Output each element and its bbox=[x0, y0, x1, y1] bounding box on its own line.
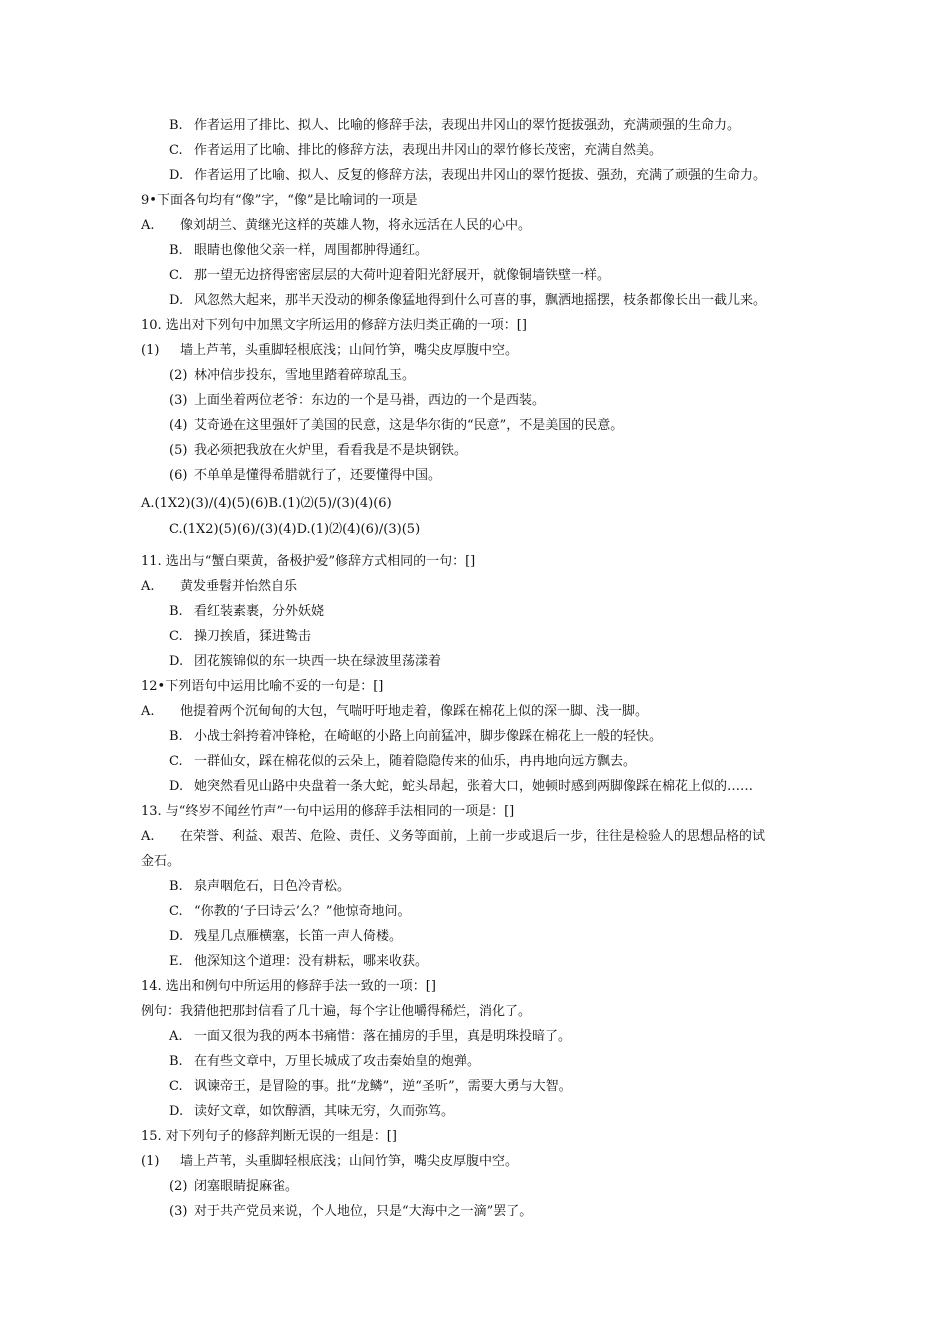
item-label: (3) bbox=[169, 1204, 188, 1219]
item-text: 艾奇逊在这里强奸了美国的民意，这是华尔街的“民意”，不是美国的民意。 bbox=[194, 418, 624, 433]
option-text: 看红装素裹，分外妖娆 bbox=[194, 604, 325, 619]
q10-item-6 bbox=[169, 468, 441, 484]
q14-option-d bbox=[169, 1104, 454, 1120]
q14-option-a bbox=[169, 1029, 571, 1045]
q9-option-b bbox=[169, 243, 428, 259]
q10-item-5 bbox=[169, 443, 467, 459]
q9-option-c bbox=[169, 268, 610, 284]
option-label: E. bbox=[169, 954, 183, 969]
option-text: 眼睛也像他父亲一样，周围都肿得通红。 bbox=[194, 243, 429, 258]
q13-stem: 13. 与“终岁不闻丝竹声”一句中运用的修辞手法相同的一项是：[] bbox=[141, 804, 515, 819]
q10-item-1 bbox=[141, 343, 518, 359]
option-text: 泉声咽危石，日色冷青松。 bbox=[194, 879, 351, 894]
option-text: 残星几点雁横塞，长笛一声人倚楼。 bbox=[194, 929, 403, 944]
q10-options-cd: C.(1X2)(5)(6)/(3)(4)D.(1)⑵(4)(6)/(3)(5) bbox=[169, 522, 421, 537]
item-text: 墙上芦苇，头重脚轻根底浅；山间竹笋，嘴尖皮厚腹中空。 bbox=[180, 343, 519, 358]
option-text: 一群仙女，踩在棉花似的云朵上，随着隐隐传来的仙乐，冉冉地向远方飘去。 bbox=[194, 754, 637, 769]
q13-option-a bbox=[141, 829, 765, 845]
option-text: 一面又很为我的两本书痛惜：落在捕房的手里，真是明珠投暗了。 bbox=[194, 1029, 572, 1044]
option-text: 操刀挨盾，猱进鸷击 bbox=[194, 629, 312, 644]
option-label: D. bbox=[169, 1104, 184, 1119]
q13-option-a-continued: 金石。 bbox=[141, 854, 181, 869]
q12-stem: 12•下列语句中运用比喻不妥的一句是：[] bbox=[141, 679, 384, 694]
q10-item-2 bbox=[169, 368, 415, 384]
item-text: 墙上芦苇，头重脚轻根底浅；山间竹笋，嘴尖皮厚腹中空。 bbox=[180, 1154, 519, 1169]
option-text: 那一望无边挤得密密层层的大荷叶迎着阳光舒展开，就像铜墙铁壁一样。 bbox=[194, 268, 611, 283]
option-text: 他提着两个沉甸甸的大包，气喘吁吁地走着，像踩在棉花上似的深一脚、浅一脚。 bbox=[180, 704, 649, 719]
q10-item-3 bbox=[169, 393, 545, 409]
q12-option-d bbox=[169, 779, 753, 795]
option-text: 在有些文章中，万里长城成了攻击秦始皇的炮弹。 bbox=[194, 1054, 481, 1069]
q14-option-c bbox=[169, 1079, 572, 1095]
option-text: 讽谏帝王，是冒险的事。批“龙鳞”，逆“圣听”，需要大勇与大智。 bbox=[194, 1079, 572, 1094]
q11-stem: 11. 选出与“蟹白栗黄，备极护爱”修辞方式相同的一句：[] bbox=[141, 554, 476, 569]
option-label: C. bbox=[169, 629, 183, 644]
q11-option-d bbox=[169, 654, 441, 670]
option-label: D. bbox=[169, 293, 184, 308]
option-label: D. bbox=[169, 929, 184, 944]
q8-option-d bbox=[169, 168, 766, 184]
option-label: B. bbox=[169, 1054, 183, 1069]
q8-option-b bbox=[169, 118, 740, 134]
item-label: (2) bbox=[169, 1179, 188, 1194]
item-label: (2) bbox=[169, 368, 188, 383]
option-text: 像刘胡兰、黄继光这样的英雄人物，将永远活在人民的心中。 bbox=[180, 218, 532, 233]
q15-item-1 bbox=[141, 1154, 518, 1170]
item-label: (4) bbox=[169, 418, 188, 433]
option-text: 作者运用了排比、拟人、比喻的修辞手法，表现出井冈山的翠竹挺拔强劲，充满顽强的生命力。 bbox=[194, 118, 741, 133]
q13-option-e bbox=[169, 954, 428, 970]
q13-option-b bbox=[169, 879, 350, 895]
option-label: A. bbox=[169, 1029, 183, 1044]
q14-example: 例句：我猜他把那封信看了几十遍，每个字让他嚼得稀烂，消化了。 bbox=[141, 1004, 532, 1019]
option-text: “你教的‘子曰诗云’么？”他惊奇地问。 bbox=[194, 904, 411, 919]
q11-option-c bbox=[169, 629, 311, 645]
option-label: A. bbox=[141, 579, 155, 594]
q12-option-c bbox=[169, 754, 636, 770]
option-label: B. bbox=[169, 879, 183, 894]
q8-option-c bbox=[169, 143, 662, 159]
option-label: B. bbox=[169, 729, 183, 744]
q10-options-ab: A.(1X2)(3)/(4)(5)(6)B.(1)⑵(5)/(3)(4)(6) bbox=[141, 496, 392, 511]
q9-option-a bbox=[141, 218, 531, 234]
option-label: D. bbox=[169, 168, 184, 183]
q10-item-4 bbox=[169, 418, 623, 434]
option-label: C. bbox=[169, 268, 183, 283]
item-text: 上面坐着两位老爷：东边的一个是马褂，西边的一个是西装。 bbox=[194, 393, 546, 408]
q12-option-b bbox=[169, 729, 662, 745]
item-text: 对于共产党员来说，个人地位，只是“大海中之一滴”罢了。 bbox=[194, 1204, 533, 1219]
option-text: 作者运用了比喻、拟人、反复的修辞方法，表现出井冈山的翠竹挺拔、强劲，充满了顽强的生命力。 bbox=[194, 168, 767, 183]
option-label: C. bbox=[169, 143, 183, 158]
option-label: B. bbox=[169, 604, 183, 619]
q15-item-2 bbox=[169, 1179, 298, 1195]
q11-option-a bbox=[141, 579, 297, 595]
q12-option-a bbox=[141, 704, 648, 720]
option-text: 风忽然大起来，那半天没动的柳条像猛地得到什么可喜的事，飘洒地摇摆，枝条都像长出一截儿来。 bbox=[194, 293, 767, 308]
q10-stem: 10. 选出对下列句中加黑文字所运用的修辞方法归类正确的一项：[] bbox=[141, 318, 527, 333]
option-text: 他深知这个道理：没有耕耘，哪来收获。 bbox=[194, 954, 429, 969]
q9-stem: 9•下面各句均有“像”字，“像”是比喻词的一项是 bbox=[141, 193, 418, 208]
option-text: 小战士斜挎着冲锋枪，在崎岖的小路上向前猛冲，脚步像踩在棉花上一般的轻快。 bbox=[194, 729, 663, 744]
option-text: 她突然看见山路中央盘着一条大蛇，蛇头昂起，张着大口，她顿时感到两脚像踩在棉花上似的…… bbox=[194, 779, 754, 794]
q9-option-d bbox=[169, 293, 766, 309]
item-label: (5) bbox=[169, 443, 188, 458]
item-label: (6) bbox=[169, 468, 188, 483]
item-label: (1) bbox=[141, 343, 160, 358]
q14-stem: 14. 选出和例句中所运用的修辞手法一致的一项：[] bbox=[141, 979, 436, 994]
option-label: C. bbox=[169, 904, 183, 919]
item-text: 我必须把我放在火炉里，看看我是不是块钢铁。 bbox=[194, 443, 468, 458]
item-text: 林冲信步投东，雪地里踏着碎琼乱玉。 bbox=[194, 368, 416, 383]
q15-stem: 15. 对下列句子的修辞判断无误的一组是：[] bbox=[141, 1129, 397, 1144]
option-label: A. bbox=[141, 829, 155, 844]
option-label: D. bbox=[169, 779, 184, 794]
q13-option-d bbox=[169, 929, 402, 945]
option-text: 读好文章，如饮醇酒，其味无穷，久而弥笃。 bbox=[194, 1104, 455, 1119]
option-text: 在荣誉、利益、艰苦、危险、责任、义务等面前，上前一步或退后一步，往往是检验人的思想品格的试 bbox=[180, 829, 766, 844]
option-label: A. bbox=[141, 218, 155, 233]
option-label: C. bbox=[169, 754, 183, 769]
item-label: (1) bbox=[141, 1154, 160, 1169]
option-label: A. bbox=[141, 704, 155, 719]
q15-item-3 bbox=[169, 1204, 532, 1220]
option-text: 黄发垂髫并怡然自乐 bbox=[180, 579, 298, 594]
item-text: 闭塞眼睛捉麻雀。 bbox=[194, 1179, 299, 1194]
option-text: 团花簇锦似的东一块西一块在绿波里荡漾着 bbox=[194, 654, 442, 669]
item-label: (3) bbox=[169, 393, 188, 408]
q11-option-b bbox=[169, 604, 324, 620]
option-label: D. bbox=[169, 654, 184, 669]
q13-option-c bbox=[169, 904, 411, 920]
option-label: B. bbox=[169, 243, 183, 258]
option-label: B. bbox=[169, 118, 183, 133]
option-text: 作者运用了比喻、排比的修辞方法，表现出井冈山的翠竹修长茂密，充满自然美。 bbox=[194, 143, 663, 158]
q14-option-b bbox=[169, 1054, 480, 1070]
option-label: C. bbox=[169, 1079, 183, 1094]
item-text: 不单单是懂得希腊就行了，还要懂得中国。 bbox=[194, 468, 442, 483]
